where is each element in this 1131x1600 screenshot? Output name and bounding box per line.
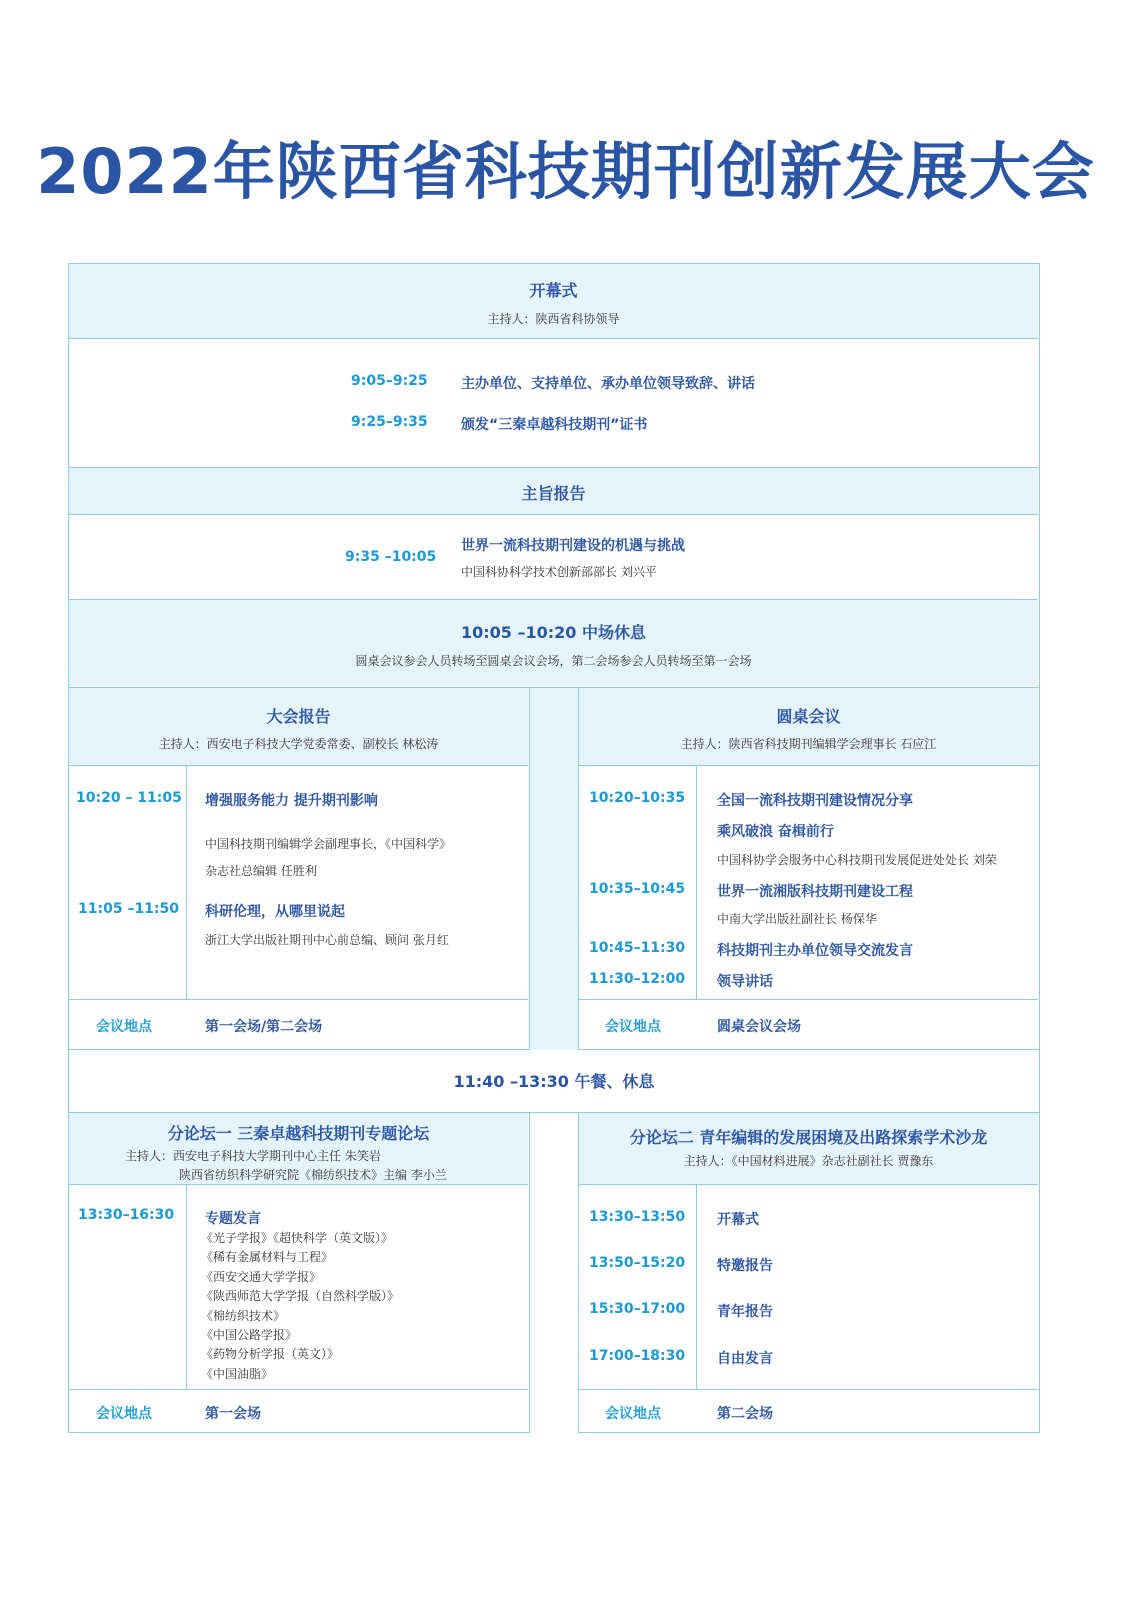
break-note: 圆桌会议参会人员转场至圆桌会议会场，第二会场参会人员转场至第一会场: [355, 654, 752, 668]
roundtable-item-time: 10:45–11:30: [589, 940, 686, 956]
forum2-item-topic: 开幕式: [717, 1212, 759, 1228]
forum2-venue-label: 会议地点: [605, 1406, 661, 1422]
forum1-topic: 专题发言: [205, 1211, 261, 1227]
plenary-item-speaker: 浙江大学出版社期刊中心前总编、顾问 张月红: [205, 933, 449, 947]
page-title: 2022年陕西省科技期刊创新发展大会: [36, 135, 1095, 208]
plenary-item-topic: 增强服务能力 提升期刊影响: [205, 793, 378, 809]
break-title: 10:05 –10:20 中场休息: [460, 623, 646, 642]
journal-item: 《棉纺织技术》: [201, 1308, 286, 1323]
lunch-row: [68, 1049, 1040, 1113]
forum2-item-time: 13:30–13:50: [589, 1209, 686, 1225]
forum2-venue: 第二会场: [717, 1406, 773, 1422]
opening-header: [69, 264, 1038, 338]
forum1-host: 陕西省纺织科学研究院《棉纺织技术》主编 李小兰: [179, 1168, 447, 1182]
roundtable-item-speaker: 中南大学出版社副社长 杨保华: [717, 912, 877, 926]
forum2-title: 分论坛二 青年编辑的发展困境及出路探索学术沙龙: [629, 1128, 988, 1147]
forum2-panel: [578, 1112, 1040, 1433]
roundtable-item-topic: 乘风破浪 奋楫前行: [717, 824, 834, 840]
journal-item: 《中国油脂》: [201, 1366, 274, 1381]
forum2-header: [579, 1113, 1038, 1184]
journal-item: 《西安交通大学学报》: [201, 1269, 322, 1284]
journal-item: 《光子学报》《超快科学（英文版）》: [201, 1231, 394, 1245]
forum1-journal-list: [201, 1229, 399, 1384]
keynote-speaker: 中国科协科学技术创新部部长 刘兴平: [461, 565, 657, 579]
roundtable-host: 主持人：陕西省科技期刊编辑学会理事长 石应江: [680, 737, 937, 751]
journal-item: 《药物分析学报（英文）》: [201, 1347, 340, 1362]
forum2-item-topic: 特邀报告: [717, 1258, 773, 1274]
journal-item: 《中国公路学报》: [201, 1328, 298, 1343]
plenary-venue: 第一会场/第二会场: [205, 1019, 323, 1035]
roundtable-item-topic: 全国一流科技期刊建设情况分享: [717, 793, 913, 809]
plenary-item-time: 10:20 – 11:05: [76, 790, 182, 806]
roundtable-venue-label: 会议地点: [605, 1019, 661, 1035]
keynote-title: 主旨报告: [521, 484, 586, 503]
keynote-header: [69, 468, 1038, 514]
forum1-header: [69, 1113, 528, 1184]
plenary-venue-label: 会议地点: [96, 1019, 152, 1035]
plenary-panel: [68, 687, 530, 1050]
roundtable-item-topic: 领导讲话: [717, 974, 773, 990]
roundtable-item-speaker: 中国科协学会服务中心科技期刊发展促进处处长 刘荣: [717, 853, 997, 867]
forum1-time: 13:30–16:30: [78, 1207, 175, 1223]
roundtable-item-time: 10:20–10:35: [589, 790, 686, 806]
roundtable-item-topic: 世界一流湘版科技期刊建设工程: [717, 884, 913, 900]
forum1-panel: [68, 1112, 530, 1433]
plenary-header: [69, 688, 528, 765]
journal-item: 《稀有金属材料与工程》: [201, 1250, 334, 1265]
plenary-host: 主持人：西安电子科技大学党委常委、副校长 林松涛: [158, 737, 439, 751]
opening-title: 开幕式: [529, 281, 578, 300]
roundtable-item-topic: 科技期刊主办单位领导交流发言: [717, 943, 913, 959]
roundtable-header: [579, 688, 1038, 765]
plenary-title: 大会报告: [266, 707, 331, 726]
roundtable-title: 圆桌会议: [776, 707, 841, 726]
forum2-host: 主持人：《中国材料进展》杂志社副社长 贾豫东: [683, 1154, 934, 1168]
forum1-title: 分论坛一 三秦卓越科技期刊专题论坛: [167, 1124, 430, 1143]
journal-item: 《陕西师范大学学报（自然科学版）》: [201, 1289, 400, 1304]
forum2-item-topic: 自由发言: [717, 1351, 773, 1367]
forum1-venue-label: 会议地点: [96, 1406, 152, 1422]
forum2-item-time: 17:00–18:30: [589, 1348, 686, 1364]
keynote-time: 9:35 –10:05: [345, 549, 437, 565]
opening-host: 主持人：陕西省科协领导: [487, 312, 620, 326]
opening-item-time: 9:25–9:35: [351, 414, 428, 430]
lunch-title: 11:40 –13:30 午餐、休息: [453, 1072, 655, 1091]
plenary-item-time: 11:05 –11:50: [78, 901, 180, 917]
roundtable-item-time: 11:30–12:00: [589, 971, 686, 987]
roundtable-panel: [578, 687, 1040, 1050]
roundtable-item-time: 10:35–10:45: [589, 881, 686, 897]
keynote-topic: 世界一流科技期刊建设的机遇与挑战: [461, 538, 685, 554]
opening-item-text: 主办单位、支持单位、承办单位领导致辞、讲话: [461, 376, 755, 392]
forum2-item-time: 13:50–15:20: [589, 1255, 686, 1271]
forum1-venue: 第一会场: [205, 1406, 261, 1422]
agenda-top-table: [68, 263, 1040, 688]
plenary-item-speaker: 中国科技期刊编辑学会副理事长，《中国科学》: [205, 837, 452, 851]
plenary-item-topic: 科研伦理，从哪里说起: [205, 904, 345, 920]
plenary-item-speaker: 杂志社总编辑 任胜利: [205, 864, 317, 878]
forum2-item-time: 15:30–17:00: [589, 1301, 686, 1317]
roundtable-venue: 圆桌会议会场: [717, 1019, 801, 1035]
opening-item-text: 颁发“三秦卓越科技期刊”证书: [461, 417, 648, 433]
forum1-host: 主持人：西安电子科技大学期刊中心主任 朱笑岩: [125, 1149, 381, 1163]
forum2-item-topic: 青年报告: [717, 1304, 773, 1320]
break-section: [69, 600, 1038, 686]
opening-item-time: 9:05–9:25: [351, 373, 428, 389]
